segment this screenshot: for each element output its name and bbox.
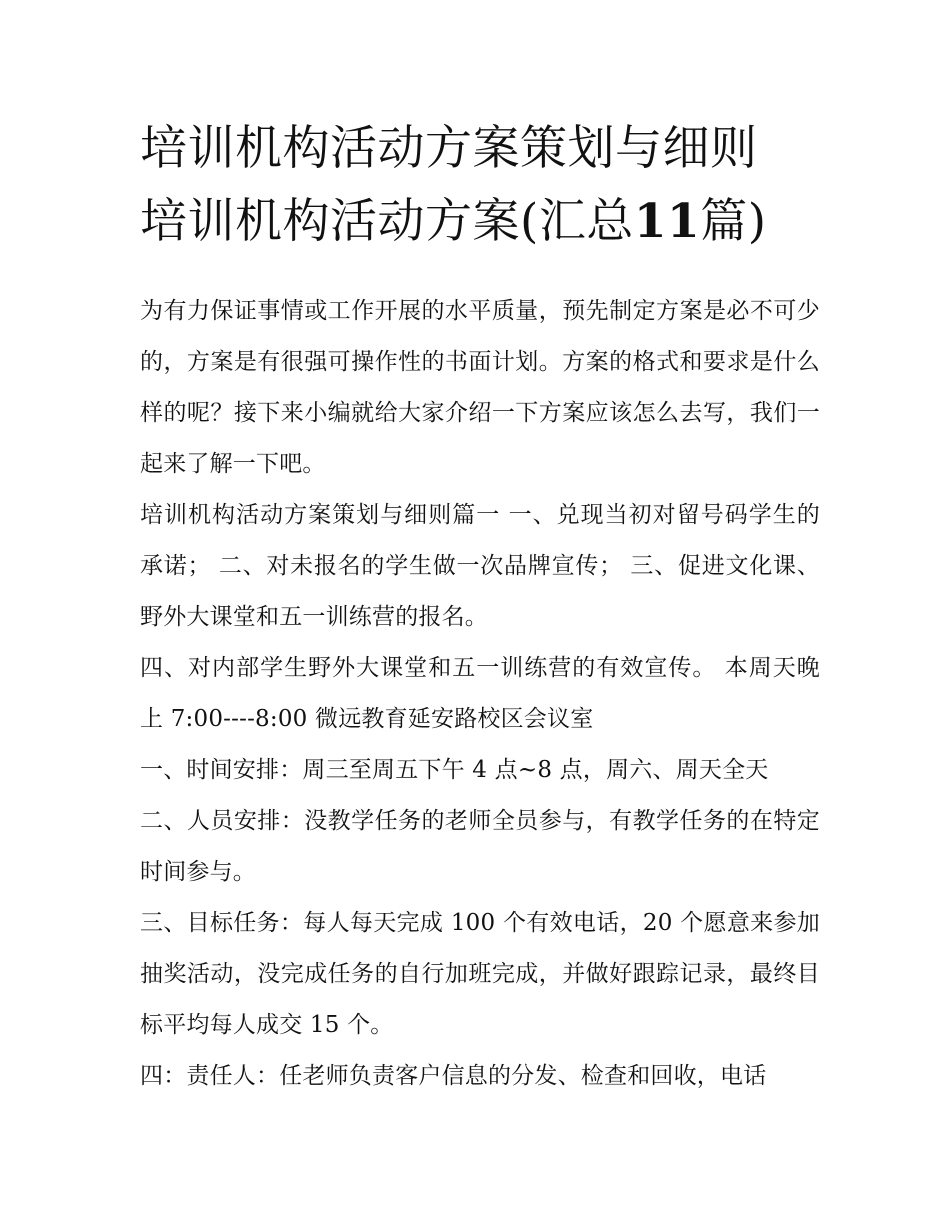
intro-paragraph: 为有力保证事情或工作开展的水平质量，预先制定方案是必不可少的，方案是有很强可操作性的书面计划。方案的格式和要求是什么样的呢？接下来小编就给大家介绍一下方案应该怎么去写，我们一起来了解一下吧。	[140, 298, 820, 477]
body-paragraph-4: 二、人员安排：没教学任务的老师全员参与，有教学任务的在特定时间参与。	[140, 808, 820, 885]
title-line-2-number: 11	[633, 194, 701, 249]
body-paragraph-2: 四、对内部学生野外大课堂和五一训练营的有效宣传。 本周天晚上 7:00----8:00 微远教育延安路校区会议室	[140, 655, 820, 732]
title-line-2-prefix: 培训机构活动方案(汇总	[140, 194, 634, 249]
title-line-2-suffix: 篇)	[700, 194, 767, 249]
body-paragraph-6: 四：责任人：任老师负责客户信息的分发、检查和回收，电话	[140, 1063, 767, 1089]
document-title	[140, 112, 820, 258]
body-paragraph-3: 一、时间安排：周三至周五下午 4 点~8 点，周六、周天全天	[140, 757, 769, 783]
body-paragraph-1: 培训机构活动方案策划与细则篇一 一、兑现当初对留号码学生的承诺； 二、对未报名的学生做一次品牌宣传； 三、促进文化课、野外大课堂和五一训练营的报名。	[140, 502, 820, 630]
body-paragraph-5: 三、目标任务：每人每天完成 100 个有效电话，20 个愿意来参加抽奖活动，没完成任务的自行加班完成，并做好跟踪记录，最终目标平均每人成交 15 个。	[140, 910, 820, 1038]
document-page	[140, 112, 820, 1102]
title-line-1: 培训机构活动方案策划与细则	[140, 121, 758, 176]
